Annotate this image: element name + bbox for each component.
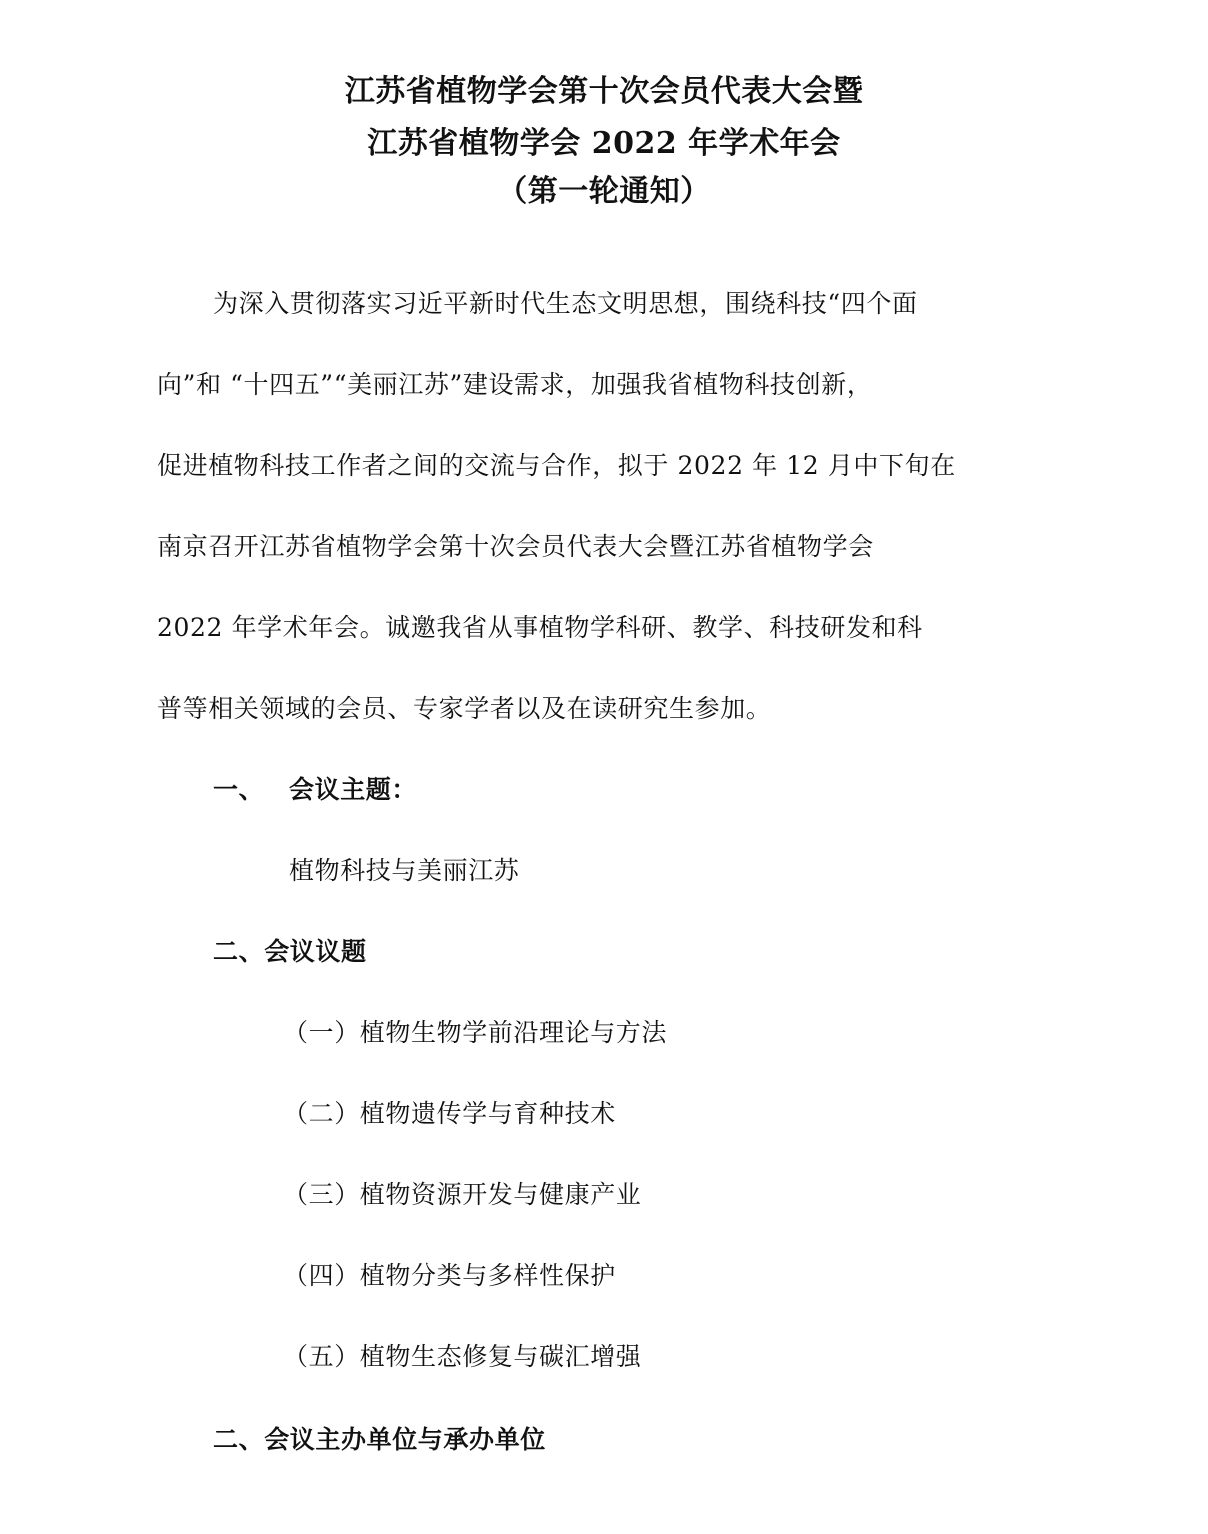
topic-item-3: （三）植物资源开发与健康产业 xyxy=(283,1180,642,1209)
intro-line-4: 南京召开江苏省植物学会第十次会员代表大会暨江苏省植物学会 xyxy=(157,532,874,561)
title-line-2: 江苏省植物学会 2022 年学术年会 xyxy=(367,126,841,161)
section-1-heading xyxy=(213,773,417,807)
section-2-heading: 二、会议议题 xyxy=(213,937,367,966)
section-1-content: 植物科技与美丽江苏 xyxy=(289,856,520,885)
section-3-heading: 二、会议主办单位与承办单位 xyxy=(213,1425,546,1454)
topic-item-1: （一）植物生物学前沿理论与方法 xyxy=(283,1018,668,1047)
section-1-number: 一、 xyxy=(213,775,265,804)
intro-line-6: 普等相关领域的会员、专家学者以及在读研究生参加。 xyxy=(157,694,772,723)
intro-line-3: 促进植物科技工作者之间的交流与合作，拟于 2022 年 12 月中下旬在 xyxy=(157,451,956,480)
intro-line-2: 向”和 “十四五”“美丽江苏”建设需求，加强我省植物科技创新， xyxy=(157,370,873,399)
intro-line-5: 2022 年学术年会。诚邀我省从事植物学科研、教学、科技研发和科 xyxy=(157,613,923,642)
topic-item-2: （二）植物遗传学与育种技术 xyxy=(283,1099,616,1128)
title-line-1: 江苏省植物学会第十次会员代表大会暨 xyxy=(344,74,864,109)
title-line-3: （第一轮通知） xyxy=(497,174,711,209)
topic-item-5: （五）植物生态修复与碳汇增强 xyxy=(283,1342,642,1371)
intro-line-1: 为深入贯彻落实习近平新时代生态文明思想，围绕科技“四个面 xyxy=(213,289,918,318)
topic-item-4: （四）植物分类与多样性保护 xyxy=(283,1261,616,1290)
section-1-title: 会议主题： xyxy=(289,775,418,804)
